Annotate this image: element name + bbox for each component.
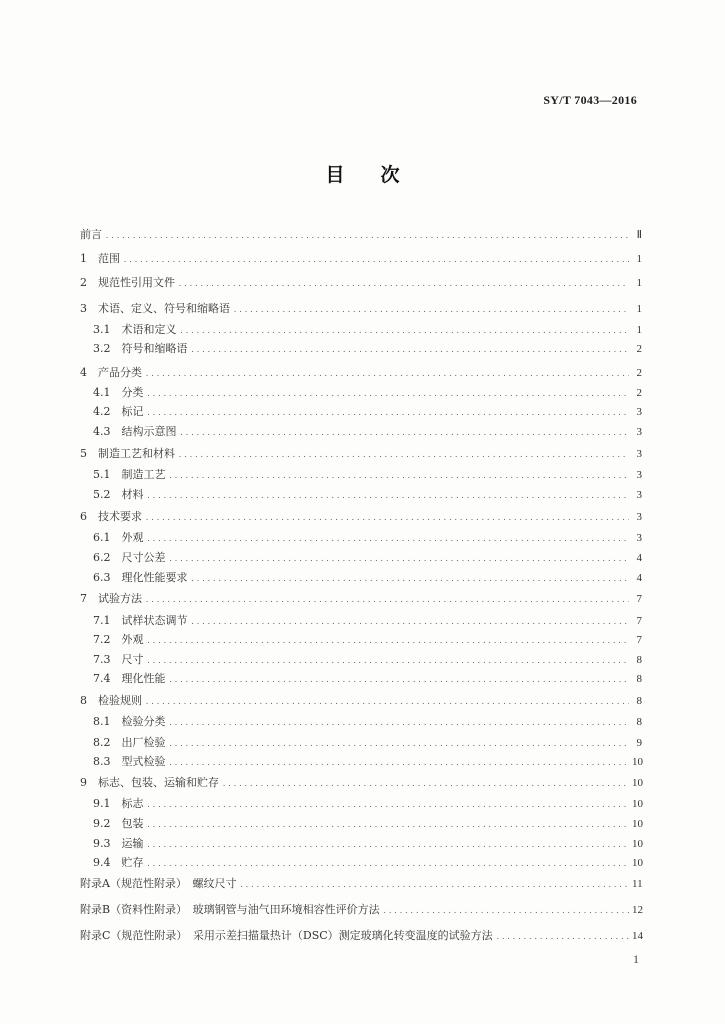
dot-leader: [191, 572, 630, 586]
toc-entry-page: 4: [636, 572, 642, 584]
dot-leader: [169, 552, 630, 566]
toc-entry-label: 4.2 标记: [93, 405, 144, 418]
toc-entry[interactable]: [93, 614, 642, 629]
toc-entry-label: 2 规范性引用文件: [80, 276, 175, 289]
dot-leader: [169, 469, 630, 483]
toc-entry[interactable]: [80, 694, 642, 709]
toc-entry-label: 7.3 尺寸: [93, 653, 144, 666]
dot-leader: [145, 367, 629, 381]
toc-entry-page: 8: [636, 716, 642, 728]
dot-leader: [169, 716, 630, 730]
toc-entry-label: 7 试验方法: [80, 592, 142, 605]
toc-entry-page: 3: [636, 406, 642, 418]
toc-entry-page: 4: [636, 552, 642, 564]
dot-leader: [147, 798, 630, 812]
toc-entry[interactable]: [80, 903, 642, 918]
dot-leader: [147, 532, 630, 546]
dot-leader: [178, 277, 629, 291]
toc-entry-page: 1: [636, 277, 642, 289]
dot-leader: [147, 387, 630, 401]
title-char-2: 次: [380, 164, 400, 186]
toc-entry[interactable]: [93, 837, 642, 852]
toc-entry-page: 7: [636, 593, 642, 605]
toc-entry-page: 3: [636, 426, 642, 438]
toc-entry-label: 附录A（规范性附录） 螺纹尺寸: [80, 877, 237, 890]
dot-leader: [147, 857, 630, 871]
dot-leader: [145, 695, 629, 709]
toc-entry-page: 3: [636, 532, 642, 544]
toc-entry[interactable]: [80, 929, 642, 944]
toc-entry[interactable]: [93, 386, 642, 401]
toc-entry[interactable]: [93, 817, 642, 832]
toc-entry-label: 3.2 符号和缩略语: [93, 342, 188, 355]
toc-entry[interactable]: [93, 531, 642, 546]
dot-leader: [147, 489, 630, 503]
dot-leader: [169, 756, 630, 770]
toc-entry-label: 4 产品分类: [80, 366, 142, 379]
toc-entry[interactable]: [93, 551, 642, 566]
toc-entry-page: 10: [632, 777, 643, 789]
toc-entry-label: 9.4 贮存: [93, 856, 144, 869]
toc-entry[interactable]: [93, 633, 642, 648]
toc-entry-label: 3.1 术语和定义: [93, 323, 177, 336]
dot-leader: [222, 777, 629, 791]
toc-entry-label: 6.1 外观: [93, 531, 144, 544]
toc-entry[interactable]: [80, 877, 642, 892]
toc-entry-page: 2: [636, 343, 642, 355]
toc-entry-page: 9: [636, 737, 642, 749]
toc-entry[interactable]: [80, 302, 642, 317]
toc-entry-label: 8.3 型式检验: [93, 755, 166, 768]
toc-entry-page: 2: [636, 387, 642, 399]
toc-entry[interactable]: [93, 468, 642, 483]
toc-entry-label: 6.3 理化性能要求: [93, 571, 188, 584]
toc-entry[interactable]: [93, 653, 642, 668]
toc-entry-label: 附录B（资料性附录） 玻璃钢管与油气田环境相容性评价方法: [80, 903, 380, 916]
dot-leader: [233, 303, 629, 317]
toc-entry[interactable]: [93, 488, 642, 503]
toc-entry-label: 5.2 材料: [93, 488, 144, 501]
dot-leader: [147, 838, 630, 852]
toc-entry-label: 8 检验规则: [80, 694, 142, 707]
toc-entry[interactable]: [80, 228, 642, 243]
toc-entry-label: 9.1 标志: [93, 797, 144, 810]
toc-entry-page: 8: [636, 673, 642, 685]
dot-leader: [178, 448, 629, 462]
toc-entry-label: 9.2 包装: [93, 817, 144, 830]
toc-entry-page: 10: [632, 798, 643, 810]
toc-entry-page: 1: [636, 324, 642, 336]
toc-entry[interactable]: [80, 276, 642, 291]
toc-entry-page: 1: [636, 303, 642, 315]
toc-entry-page: 3: [636, 469, 642, 481]
toc-entry-label: 7.4 理化性能: [93, 672, 166, 685]
toc-entry[interactable]: [93, 425, 642, 440]
toc-entry[interactable]: [93, 672, 642, 687]
dot-leader: [145, 593, 629, 607]
toc-entry-page: 1: [636, 253, 642, 265]
toc-entry[interactable]: [80, 592, 642, 607]
dot-leader: [191, 343, 630, 357]
toc-entry-label: 8.2 出厂检验: [93, 736, 166, 749]
toc-entry-page: 10: [632, 818, 643, 830]
toc-entry-page: 10: [632, 838, 643, 850]
toc-entry-page: 8: [636, 695, 642, 707]
toc-entry[interactable]: [80, 447, 642, 462]
toc-entry-label: 5.1 制造工艺: [93, 468, 166, 481]
toc-entry-label: 3 术语、定义、符号和缩略语: [80, 302, 230, 315]
toc-entry[interactable]: [93, 755, 642, 770]
dot-leader: [147, 654, 630, 668]
toc-entry[interactable]: [93, 797, 642, 812]
toc-entry[interactable]: [80, 776, 642, 791]
toc-entry[interactable]: [80, 510, 642, 525]
toc-entry-page: 3: [636, 511, 642, 523]
dot-leader: [123, 253, 629, 267]
toc-entry-page: 3: [636, 448, 642, 460]
dot-leader: [147, 818, 630, 832]
dot-leader: [180, 426, 630, 440]
toc-entry[interactable]: [93, 715, 642, 730]
toc-entry[interactable]: [93, 736, 642, 751]
toc-entry-label: 前言: [80, 228, 102, 241]
toc-entry-label: 1 范围: [80, 252, 120, 265]
toc-entry-page: 10: [632, 756, 643, 768]
dot-leader: [383, 904, 629, 918]
toc-entry-label: 4.3 结构示意图: [93, 425, 177, 438]
toc-entry-page: 7: [636, 634, 642, 646]
page-number: 1: [633, 952, 639, 966]
toc-entry-label: 8.1 检验分类: [93, 715, 166, 728]
toc-entry[interactable]: [80, 252, 642, 267]
toc-entry-page: 7: [636, 615, 642, 627]
dot-leader: [239, 878, 629, 892]
toc-entry-page: Ⅱ: [636, 229, 642, 241]
toc-entry-label: 6 技术要求: [80, 510, 142, 523]
title-char-1: 目: [325, 164, 345, 186]
toc-entry[interactable]: [93, 405, 642, 420]
toc-entry-label: 5 制造工艺和材料: [80, 447, 175, 460]
toc-entry-label: 附录C（规范性附录） 采用示差扫描量热计（DSC）测定玻璃化转变温度的试验方法: [80, 929, 493, 942]
toc-entry-page: 14: [632, 930, 643, 942]
dot-leader: [496, 930, 629, 944]
toc-entry-page: 8: [636, 654, 642, 666]
dot-leader: [191, 615, 630, 629]
dot-leader: [145, 511, 629, 525]
dot-leader: [169, 737, 630, 751]
toc-entry-page: 2: [636, 367, 642, 379]
toc-entry[interactable]: [80, 366, 642, 381]
toc-entry[interactable]: [93, 323, 642, 338]
standard-code: SY/T 7043—2016: [543, 93, 637, 107]
toc-entry-label: 7.1 试样状态调节: [93, 614, 188, 627]
dot-leader: [105, 229, 629, 243]
toc-entry-label: 6.2 尺寸公差: [93, 551, 166, 564]
dot-leader: [147, 634, 630, 648]
toc-entry-label: 9.3 运输: [93, 837, 144, 850]
toc-entry[interactable]: [93, 856, 642, 871]
toc-entry-label: 4.1 分类: [93, 386, 144, 399]
toc-entry-label: 9 标志、包装、运输和贮存: [80, 776, 219, 789]
toc-entry-page: 11: [632, 878, 643, 890]
toc-entry-page: 3: [636, 489, 642, 501]
toc-entry-page: 12: [632, 904, 643, 916]
dot-leader: [180, 324, 630, 338]
toc-entry[interactable]: [93, 342, 642, 357]
toc-entry-page: 10: [632, 857, 643, 869]
dot-leader: [169, 673, 630, 687]
toc-entry[interactable]: [93, 571, 642, 586]
toc-entry-label: 7.2 外观: [93, 633, 144, 646]
dot-leader: [147, 406, 630, 420]
